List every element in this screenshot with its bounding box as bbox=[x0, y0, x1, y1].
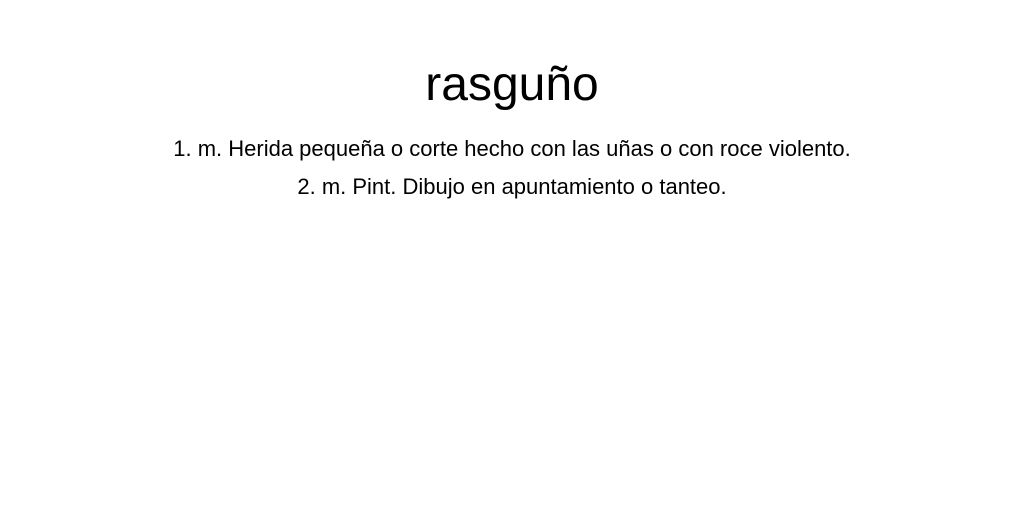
headword: rasguño bbox=[425, 58, 599, 111]
definition-list bbox=[0, 130, 1024, 206]
definition-1: 1. m. Herida pequeña o corte hecho con las uñas o con roce violento. bbox=[173, 136, 851, 161]
definition-2: 2. m. Pint. Dibujo en apuntamiento o tanteo. bbox=[297, 174, 727, 199]
